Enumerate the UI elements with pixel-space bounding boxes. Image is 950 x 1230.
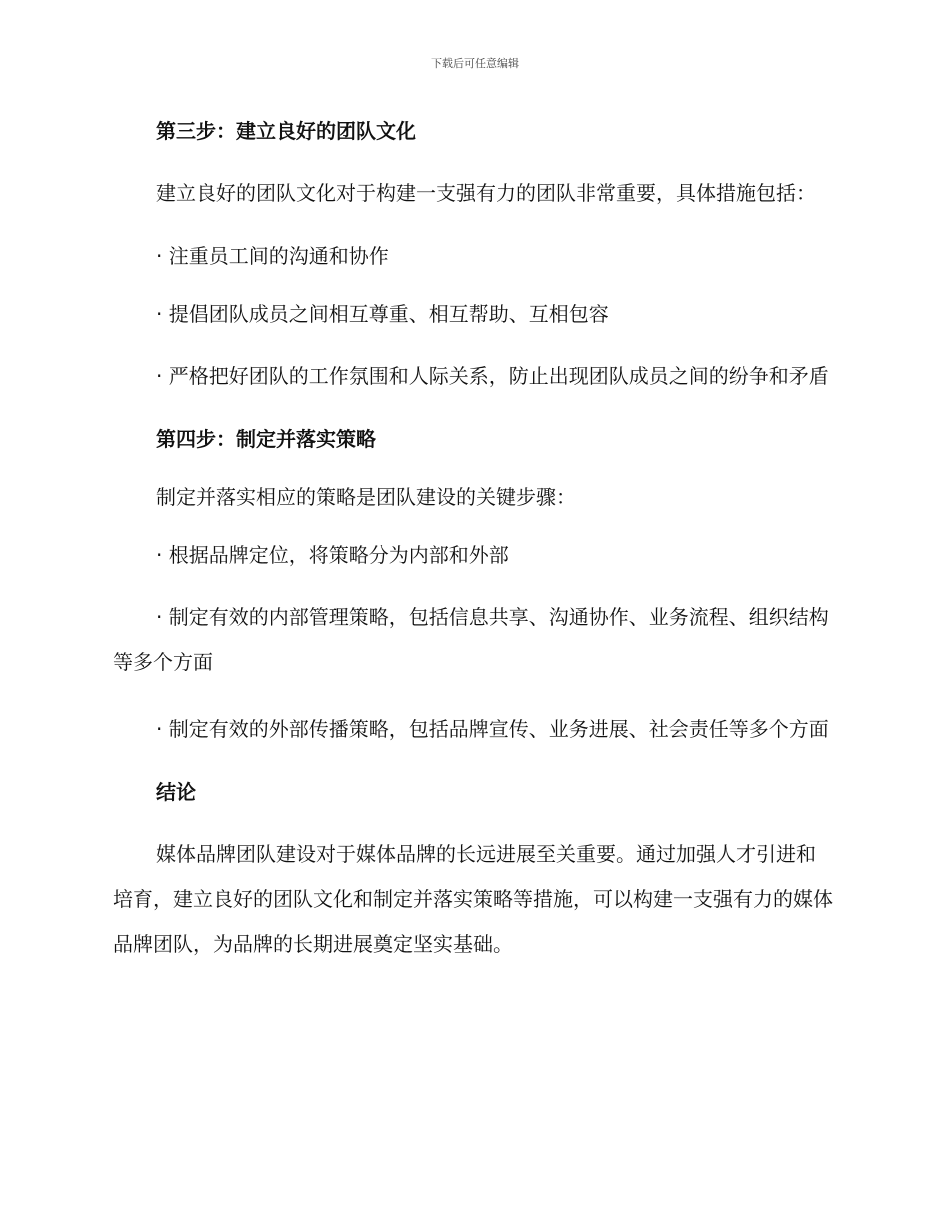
step3-bullet-1: · 注重员工间的沟通和协作 (156, 244, 389, 268)
step4-bullet-1: · 根据品牌定位，将策略分为内部和外部 (156, 543, 509, 567)
conclusion-heading: 结论 (156, 780, 196, 804)
step4-bullet-2: · 制定有效的内部管理策略，包括信息共享、沟通协作、业务流程、组织结构等多个方面 (113, 605, 829, 674)
step3-bullet-2: · 提倡团队成员之间相互尊重、相互帮助、互相包容 (156, 302, 609, 326)
step4-heading: 第四步：制定并落实策略 (156, 427, 376, 451)
document-body (113, 113, 833, 989)
step3-bullet-3: · 严格把好团队的工作氛围和人际关系，防止出现团队成员之间的纷争和矛盾 (156, 364, 829, 388)
header-note: 下载后可任意编辑 (431, 57, 519, 70)
conclusion-body: 媒体品牌团队建设对于媒体品牌的长远进展至关重要。通过加强人才引进和培育，建立良好的团队文化和制定并落实策略等措施，可以构建一支强有力的媒体品牌团队，为品牌的长期进展奠定坚实基础。 (113, 842, 833, 956)
step4-bullet-3: · 制定有效的外部传播策略，包括品牌宣传、业务进展、社会责任等多个方面 (156, 717, 829, 741)
step3-intro: 建立良好的团队文化对于构建一支强有力的团队非常重要，具体措施包括： (156, 181, 816, 205)
step4-intro: 制定并落实相应的策略是团队建设的关键步骤： (156, 485, 576, 509)
step3-heading: 第三步：建立良好的团队文化 (156, 119, 416, 143)
